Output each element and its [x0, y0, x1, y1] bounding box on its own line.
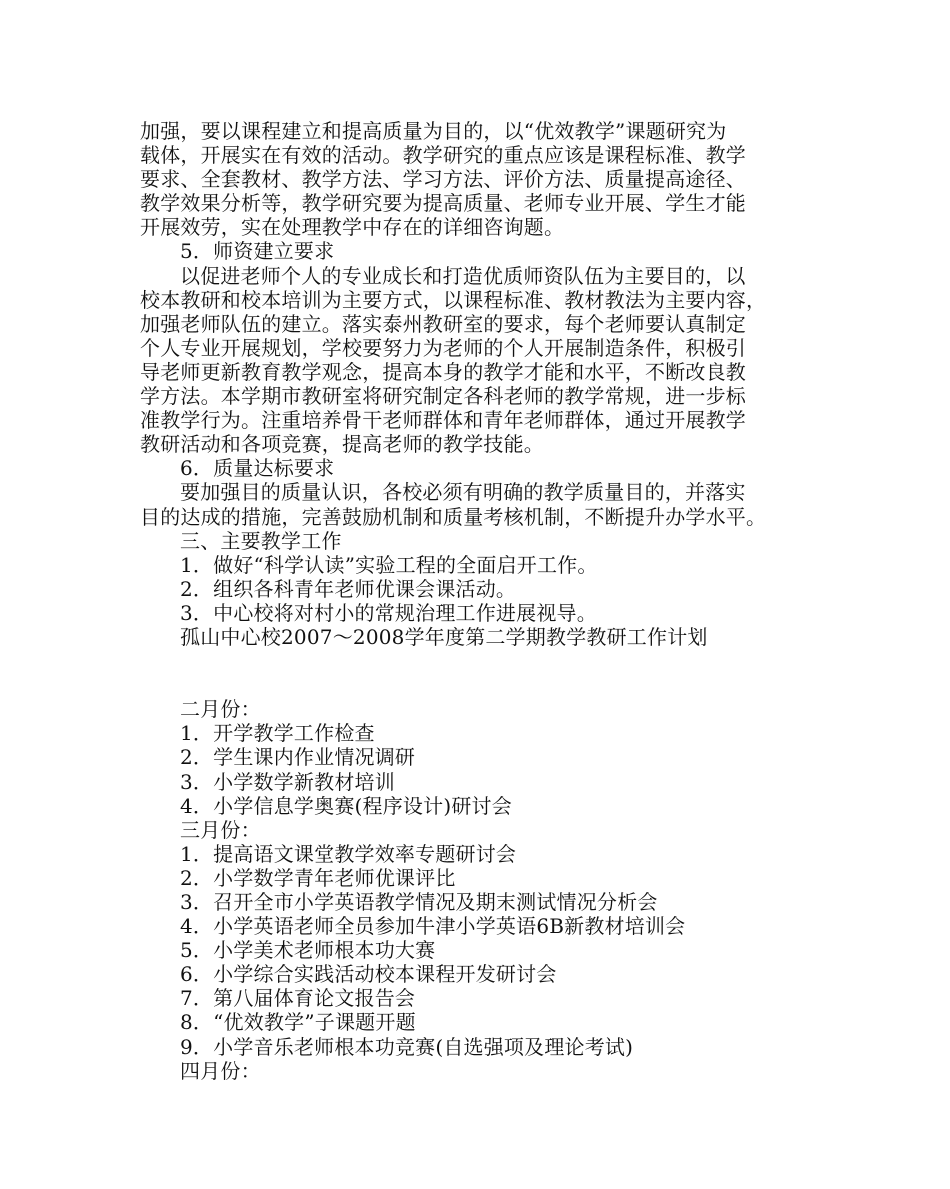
- month-label-march: 三月份：: [180, 817, 261, 842]
- list-item: 2．组织各科青年老师优课会课活动。: [180, 576, 517, 601]
- text-line: 校本教研和校本培训为主要方式，以课程标准、教材教法为主要内容，: [140, 287, 767, 312]
- list-item: 7．第八届体育论文报告会: [180, 986, 416, 1011]
- list-item: 3．中心校将对村小的常规治理工作进展视导。: [180, 600, 597, 625]
- list-item: 2．小学数学青年老师优课评比: [180, 865, 456, 890]
- text-line: 个人专业开展规划，学校要努力为老师的个人开展制造条件，积极引: [140, 335, 746, 360]
- february-list: [140, 721, 820, 817]
- main-work-list: [140, 553, 820, 625]
- paragraph-top: [140, 119, 820, 239]
- text-line: 导老师更新教育教学观念，提高本身的教学才能和水平，不断改良教: [140, 359, 746, 384]
- spacer: [140, 649, 820, 697]
- paragraph-quality-standard: [140, 480, 820, 528]
- list-item: 2．学生课内作业情况调研: [180, 745, 416, 770]
- heading-teacher-development: 5．师资建立要求: [180, 239, 335, 264]
- text-line: 开展效劳，实在处理教学中存在的详细咨询题。: [140, 215, 565, 240]
- list-item: 4．小学信息学奥赛(程序设计)研讨会: [180, 793, 512, 818]
- month-label-february: 二月份：: [180, 697, 261, 722]
- list-item: 3．召开全市小学英语教学情况及期末测试情况分析会: [180, 890, 658, 914]
- month-label-april: 四月份：: [180, 1058, 261, 1083]
- document-page: [140, 119, 820, 1083]
- list-item: 4．小学英语老师全员参加牛津小学英语6B新教材培训会: [180, 914, 686, 939]
- text-line: 要加强目的质量认识，各校必须有明确的教学质量目的，并落实: [180, 480, 746, 505]
- plan-title: 孤山中心校2007～2008学年度第二学期教学教研工作计划: [180, 624, 708, 649]
- section-main-work-title: 三、主要教学工作: [180, 528, 342, 553]
- text-line: 要求、全套教材、教学方法、学习方法、评价方法、质量提高途径、: [140, 167, 746, 192]
- march-list: [140, 842, 820, 1059]
- heading-quality-standard: 6．质量达标要求: [180, 456, 335, 481]
- list-item: 1．开学教学工作检查: [180, 721, 375, 746]
- list-item: 1．做好“科学认读”实验工程的全面启开工作。: [180, 552, 598, 577]
- paragraph-teacher-development: [140, 264, 820, 457]
- text-line: 目的达成的措施，完善鼓励机制和质量考核机制，不断提升办学水平。: [140, 504, 767, 529]
- list-item: 1．提高语文课堂教学效率专题研讨会: [180, 841, 517, 866]
- list-item: 5．小学美术老师根本功大赛: [180, 938, 436, 963]
- text-line: 教研活动和各项竞赛，提高老师的教学技能。: [140, 432, 544, 457]
- text-line: 学方法。本学期市教研室将研究制定各科老师的教学常规，进一步标: [140, 384, 746, 409]
- list-item: 8．“优效教学”子课题开题: [180, 1010, 416, 1035]
- text-line: 加强，要以课程建立和提高质量为目的，以“优效教学”课题研究为: [140, 119, 727, 143]
- list-item: 6．小学综合实践活动校本课程开发研讨会: [180, 962, 557, 987]
- text-line: 准教学行为。注重培养骨干老师群体和青年老师群体，通过开展教学: [140, 408, 746, 433]
- list-item: 9．小学音乐老师根本功竞赛(自选强项及理论考试): [180, 1034, 634, 1059]
- text-line: 加强老师队伍的建立。落实泰州教研室的要求，每个老师要认真制定: [140, 311, 746, 336]
- text-line: 以促进老师个人的专业成长和打造优质师资队伍为主要目的，以: [180, 263, 746, 288]
- text-line: 载体，开展实在有效的活动。教学研究的重点应该是课程标准、教学: [140, 143, 746, 168]
- text-line: 教学效果分析等，教学研究要为提高质量、老师专业开展、学生才能: [140, 191, 746, 216]
- list-item: 3．小学数学新教材培训: [180, 769, 395, 794]
